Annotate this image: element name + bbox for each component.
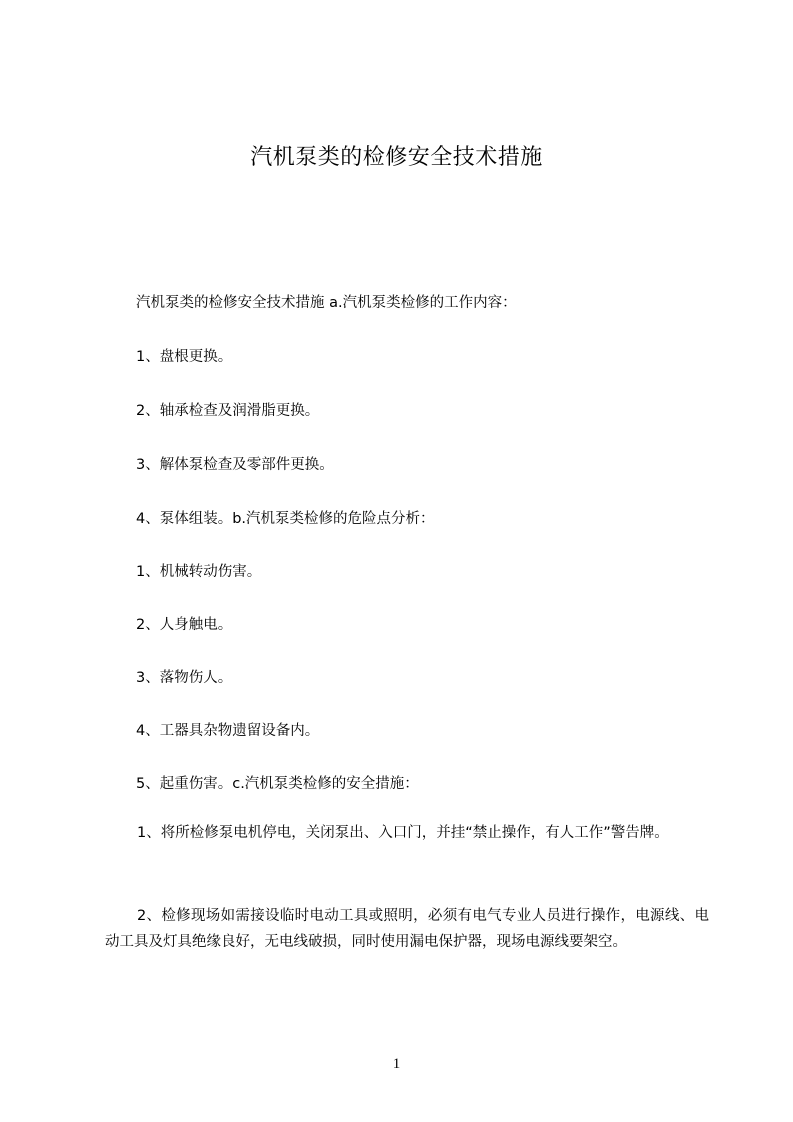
body-line: 1、机械转动伤害。 <box>136 564 262 580</box>
page-number: 1 <box>392 1056 401 1072</box>
document-title: 汽机泵类的检修安全技术措施 <box>250 145 543 170</box>
body-paragraph: 1、将所检修泵电机停电，关闭泵出、入口门，并挂“禁止操作，有人工作”警告牌。 <box>137 825 669 841</box>
body-line: 汽机泵类的检修安全技术措施 a.汽机泵类检修的工作内容： <box>136 295 517 311</box>
body-line: 1、盘根更换。 <box>136 349 233 365</box>
body-line: 5、起重伤害。c.汽机泵类检修的安全措施： <box>136 776 419 792</box>
body-line: 2、轴承检查及润滑脂更换。 <box>136 403 320 419</box>
body-line: 2、人身触电。 <box>136 617 233 633</box>
body-line: 4、工器具杂物遗留设备内。 <box>136 723 320 739</box>
body-line: 3、落物伤人。 <box>136 670 233 686</box>
body-paragraph: 2、检修现场如需接设临时电动工具或照明，必须有电气专业人员进行操作，电源线、电动工具及灯具绝缘良好，无电线破损，同时使用漏电保护器，现场电源线要架空。 <box>105 908 709 950</box>
body-line: 3、解体泵检查及零部件更换。 <box>136 457 334 473</box>
body-line: 4、泵体组装。b.汽机泵类检修的危险点分析： <box>136 511 435 527</box>
